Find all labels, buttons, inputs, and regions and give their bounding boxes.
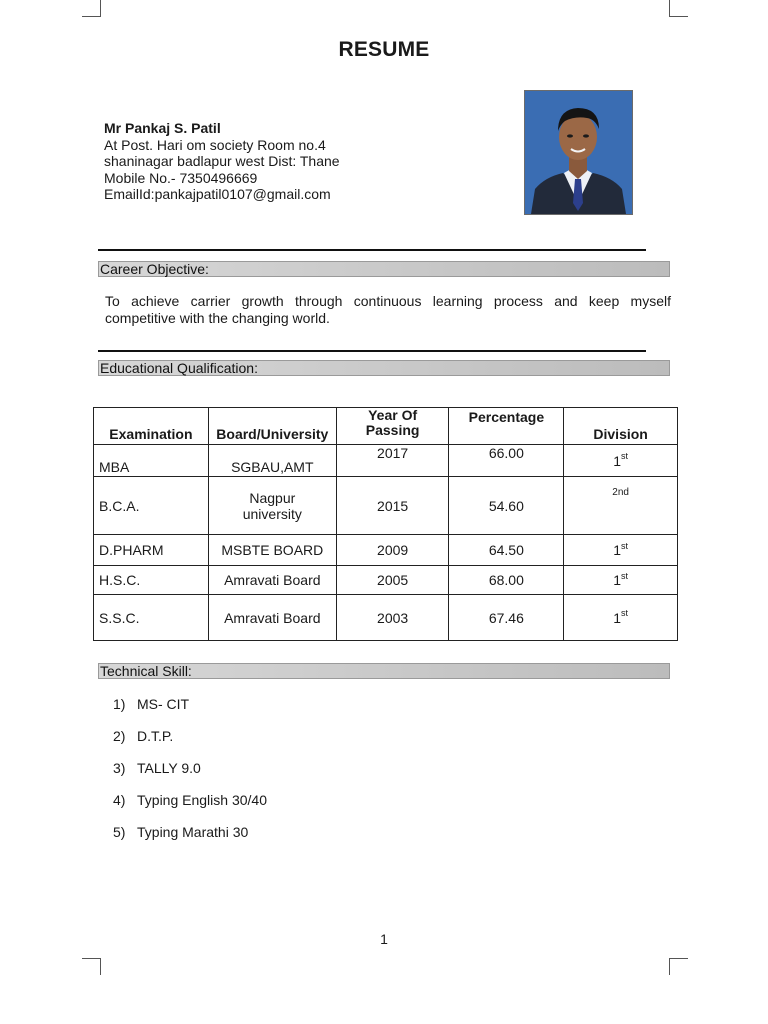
- cell-year: 2009: [336, 535, 449, 566]
- cell-board: Amravati Board: [208, 595, 336, 641]
- email-address: EmailId:pankajpatil0107@gmail.com: [104, 186, 331, 202]
- cell-board: Amravati Board: [208, 566, 336, 595]
- cell-division: [564, 477, 678, 535]
- cell-year: 2005: [336, 566, 449, 595]
- cell-percentage: 66.00: [449, 445, 564, 477]
- list-item-number: 1): [113, 696, 126, 712]
- list-item-number: 4): [113, 792, 126, 808]
- list-item-label: TALLY 9.0: [137, 760, 201, 776]
- cell-board: MSBTE BOARD: [208, 535, 336, 566]
- cell-board: [208, 477, 336, 535]
- education-table: [93, 407, 678, 641]
- profile-photo: [524, 90, 633, 215]
- division-value: 1: [613, 452, 622, 469]
- list-item: [113, 760, 267, 792]
- cell-year: 2003: [336, 595, 449, 641]
- divider-line: [98, 249, 646, 251]
- cell-percentage: 68.00: [449, 566, 564, 595]
- list-item-number: 3): [113, 760, 126, 776]
- column-header-examination: Examination: [94, 408, 209, 445]
- cell-division: [564, 535, 678, 566]
- crop-mark-bottom-right: [669, 958, 688, 975]
- division-suffix: st: [621, 451, 629, 462]
- list-item-number: 2): [113, 728, 126, 744]
- table-row: [94, 535, 678, 566]
- page-number: 1: [380, 931, 388, 947]
- cell-year: 2015: [336, 477, 449, 535]
- division-suffix: st: [621, 570, 629, 581]
- column-header-year-line2: Passing: [365, 422, 420, 438]
- page-title: RESUME: [338, 38, 430, 61]
- list-item: [113, 792, 267, 824]
- crop-mark-top-left: [82, 0, 101, 17]
- table-row: [94, 566, 678, 595]
- list-item-label: Typing English 30/40: [137, 792, 267, 808]
- list-item-number: 5): [113, 824, 126, 840]
- education-heading: Educational Qualification:: [98, 360, 670, 376]
- list-item-label: D.T.P.: [137, 728, 174, 744]
- division-value: 2nd: [612, 487, 629, 498]
- column-header-percentage: Percentage: [449, 408, 564, 445]
- list-item: [113, 696, 267, 728]
- cell-year: 2017: [336, 445, 449, 477]
- column-header-division: Division: [564, 408, 678, 445]
- candidate-name: Mr Pankaj S. Patil: [104, 120, 221, 136]
- address-line-2: shaninagar badlapur west Dist: Thane: [104, 153, 340, 169]
- address-line-1: At Post. Hari om society Room no.4: [104, 136, 326, 153]
- division-value: 1: [613, 609, 622, 626]
- cell-examination: H.S.C.: [94, 566, 209, 595]
- career-objective-text: To achieve carrier growth through continuous learning process and keep myself competitive with the changing world.: [105, 293, 671, 326]
- column-header-year: [336, 408, 449, 445]
- table-row: [94, 445, 678, 477]
- cell-percentage: 54.60: [449, 477, 564, 535]
- cell-examination: S.S.C.: [94, 595, 209, 641]
- divider-line: [98, 350, 646, 352]
- table-header-row: [94, 408, 678, 445]
- table-row: [94, 477, 678, 535]
- cell-examination: D.PHARM: [94, 535, 209, 566]
- cell-board-line1: Nagpur: [249, 489, 296, 506]
- career-objective-heading: Career Objective:: [98, 261, 670, 277]
- cell-board-line2: university: [242, 505, 302, 522]
- cell-division: [564, 595, 678, 641]
- crop-mark-bottom-left: [82, 958, 101, 975]
- contact-block: [104, 120, 340, 203]
- division-value: 1: [613, 572, 622, 589]
- cell-percentage: 67.46: [449, 595, 564, 641]
- cell-division: [564, 566, 678, 595]
- cell-examination: MBA: [94, 445, 209, 477]
- cell-percentage: 64.50: [449, 535, 564, 566]
- crop-mark-top-right: [669, 0, 688, 17]
- list-item-label: MS- CIT: [137, 696, 190, 712]
- list-item: [113, 824, 267, 856]
- column-header-board: Board/University: [208, 408, 336, 445]
- division-suffix: st: [621, 540, 629, 551]
- cell-board: SGBAU,AMT: [208, 445, 336, 477]
- list-item-label: Typing Marathi 30: [137, 824, 249, 840]
- division-suffix: st: [621, 608, 629, 619]
- table-row: [94, 595, 678, 641]
- mobile-number: Mobile No.- 7350496669: [104, 169, 258, 186]
- person-portrait-icon: [525, 91, 632, 214]
- cell-division: [564, 445, 678, 477]
- list-item: [113, 728, 267, 760]
- skills-list: [113, 696, 267, 856]
- division-value: 1: [613, 542, 622, 559]
- cell-examination: B.C.A.: [94, 477, 209, 535]
- technical-skill-heading: Technical Skill:: [98, 663, 670, 679]
- column-header-year-line1: Year Of: [368, 407, 418, 423]
